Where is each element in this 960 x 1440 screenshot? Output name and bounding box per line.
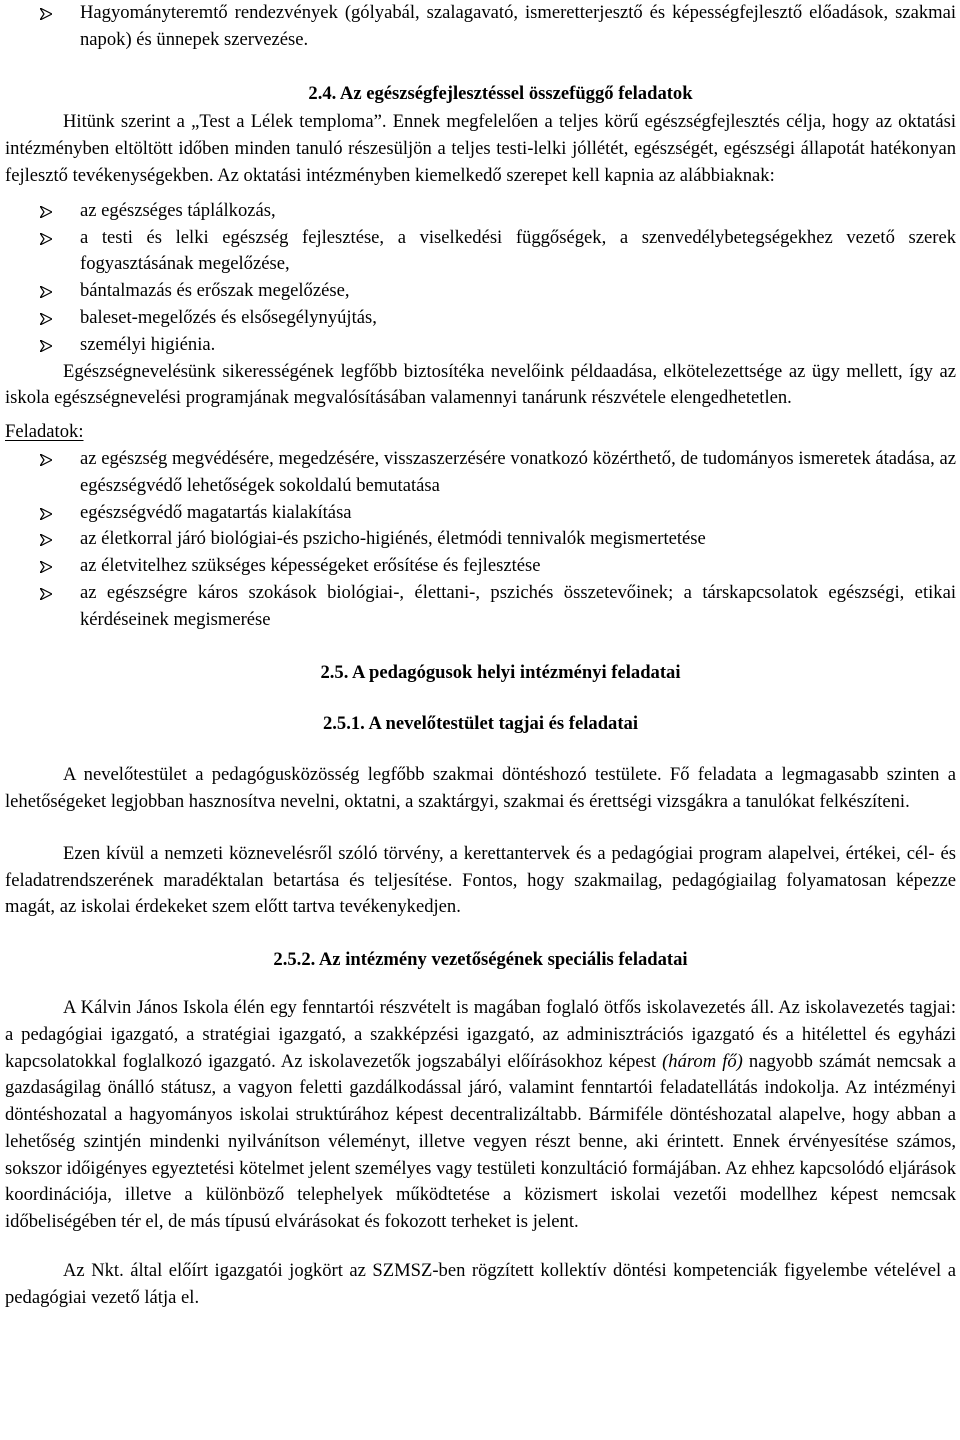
section-heading-2-5: 2.5. A pedagógusok helyi intézményi feladatai	[320, 661, 681, 683]
arrow-bullet-icon	[40, 233, 52, 245]
leadership-text-part-1: A Kálvin János Iskola élén egy fenntartói részvételt is magában foglaló ötfős iskolavezetés áll. Az iskolavezetés tagjai: a pedagógiai igazgató, a stratégiai igazgató, a szakképzési igazgató, az adminisztrációs igazgató és a hitélettel és egyházi kapcsolatokkal foglalkozó igazgató. Az iskolavezetők jogszabályi előírásokhoz képest	[5, 996, 956, 1072]
arrow-bullet-icon	[40, 313, 52, 325]
tasks-label-text: Feladatok:	[5, 421, 84, 443]
list-item	[5, 0, 956, 54]
health-priorities-list	[5, 198, 956, 359]
leadership-paragraph-1	[5, 995, 956, 1236]
staff-paragraph-2: Ezen kívül a nemzeti köznevelésről szóló törvény, a kerettantervek és a pedagógiai program alapelvei, értékei, cél- és feladatrendszerének maradéktalan betartása és teljesítése. Fontos, hogy szakmailag, pedagógiailag folyamatosan képezze magát, az iskolai érdekeket szem előtt tartva tevékenykedjen.	[5, 842, 956, 918]
subsection-heading-2-5-1: 2.5.1. A nevelőtestület tagjai és feladatai	[322, 713, 638, 735]
arrow-bullet-icon	[40, 454, 52, 466]
arrow-bullet-icon	[40, 286, 52, 298]
events-list	[5, 0, 956, 54]
list-item-text: személyi higiénia.	[80, 333, 216, 355]
list-item-text: az egészségre káros szokások biológiai-, élettani-, pszichés összetevőinek; a társkapcsolatok egészségi, etikai kérdéseinek megismerése	[80, 581, 956, 630]
list-item	[5, 553, 956, 580]
list-item-text: baleset-megelőzés és elsősegélynyújtás,	[80, 306, 377, 328]
arrow-bullet-icon	[40, 561, 52, 573]
list-item-text: bántalmazás és erőszak megelőzése,	[80, 280, 350, 302]
arrow-bullet-icon	[40, 8, 52, 20]
tasks-list	[5, 446, 956, 634]
list-item	[5, 580, 956, 634]
list-item	[5, 278, 956, 305]
list-item-text: az életkorral járó biológiai-és pszicho-higiénés, életmódi tennivalók megismertetése	[80, 528, 706, 550]
list-item	[5, 225, 956, 279]
staff-paragraph-1: A nevelőtestület a pedagógusközösség legfőbb szakmai döntéshozó testülete. Fő feladata a legmagasabb szinten a lehetőségeket legjobban hasznosítva nevelni, oktatni, a szaktárgyi, szakmai és érettségi vizsgákra a tanulókat felkészíteni.	[5, 764, 956, 812]
list-item-text: az egészséges táplálkozás,	[80, 199, 276, 221]
list-item-text: a testi és lelki egészség fejlesztése, a viselkedési függőségek, a szenvedélybetegségekhez vezető szerek fogyasztásának megelőzése,	[80, 226, 956, 275]
leadership-text-part-2: nagyobb számát nemcsak a gazdaságilag önálló státusz, a vagyon feletti gazdálkodással járó, valamint fenntartói feladatellátás indokolja. Az intézményi döntéshozatal a hagyományos iskolai struktúrához képest decentralizáltabb. Bármiféle döntéshozatal alapelve, hogy abban a lehetőség szintjén mindenki nyilvánítson véleményt, illetve vegyen részt benne, aki érintett. Ennek érvényesítése számos, sokszor időigényes egyeztetési kötelmet jelent személyes vagy testületi konzultáció formájában. Az ehhez kapcsolódó eljárások koordinációja, illetve a különböző telephelyek működtetése a közismert iskolai vezetői modellhez képest nemcsak időbeliségében tér el, de más típusú elvárásokat és fokozott terheket is jelent.	[5, 1050, 956, 1233]
leadership-paragraph-2: Az Nkt. által előírt igazgatói jogkört az SZMSZ-ben rögzített kollektív döntési kompetenciák figyelembe vételével a pedagógiai vezető látja el.	[5, 1260, 956, 1308]
list-item	[5, 305, 956, 332]
list-item-text: Hagyományteremtő rendezvények (gólyabál, szalagavató, ismeretterjesztő és képességfejlesztő előadások, szakmai napok) és ünnepek szervezése.	[80, 2, 956, 50]
arrow-bullet-icon	[40, 588, 52, 600]
subsection-heading-2-5-2: 2.5.2. Az intézmény vezetőségének speciális feladatai	[273, 949, 688, 971]
list-item	[5, 198, 956, 225]
list-item-text: az életvitelhez szükséges képességeket erősítése és fejlesztése	[80, 555, 541, 577]
arrow-bullet-icon	[40, 508, 52, 520]
list-item	[5, 500, 956, 527]
list-item	[5, 332, 956, 359]
leadership-text-emphasis: (három fő)	[662, 1050, 743, 1072]
list-item	[5, 526, 956, 553]
list-item	[5, 446, 956, 500]
list-item-text: egészségvédő magatartás kialakítása	[80, 501, 352, 523]
list-item-text: az egészség megvédésére, megedzésére, visszaszerzésére vonatkozó közérthető, de tudományos ismeretek átadása, az egészségvédő lehetőségek sokoldalú bemutatása	[80, 447, 956, 496]
arrow-bullet-icon	[40, 206, 52, 218]
section-heading-2-4: 2.4. Az egészségfejlesztéssel összefüggő feladatok	[308, 82, 693, 104]
health-closing-paragraph: Egészségnevelésünk sikerességének legfőbb biztosítéka nevelőink példaadása, elkötelezettsége az ügy mellett, így az iskola egészségnevelési programjának megvalósításában valamennyi tanárunk részvétele elengedhetetlen.	[5, 360, 956, 409]
arrow-bullet-icon	[40, 340, 52, 352]
tasks-label	[5, 419, 956, 446]
health-intro-paragraph: Hitünk szerint a „Test a Lélek temploma”. Ennek megfelelően a teljes körű egészségfejlesztés célja, hogy az oktatási intézményben eltöltött időben minden tanuló részesüljön a teljes testi-lelki jóllétét, egészségét, egészségi állapotát hatékonyan fejlesztő tevékenységekben. Az oktatási intézményben kiemelkedő szerepet kell kapnia az alábbiaknak:	[5, 111, 956, 186]
arrow-bullet-icon	[40, 534, 52, 546]
